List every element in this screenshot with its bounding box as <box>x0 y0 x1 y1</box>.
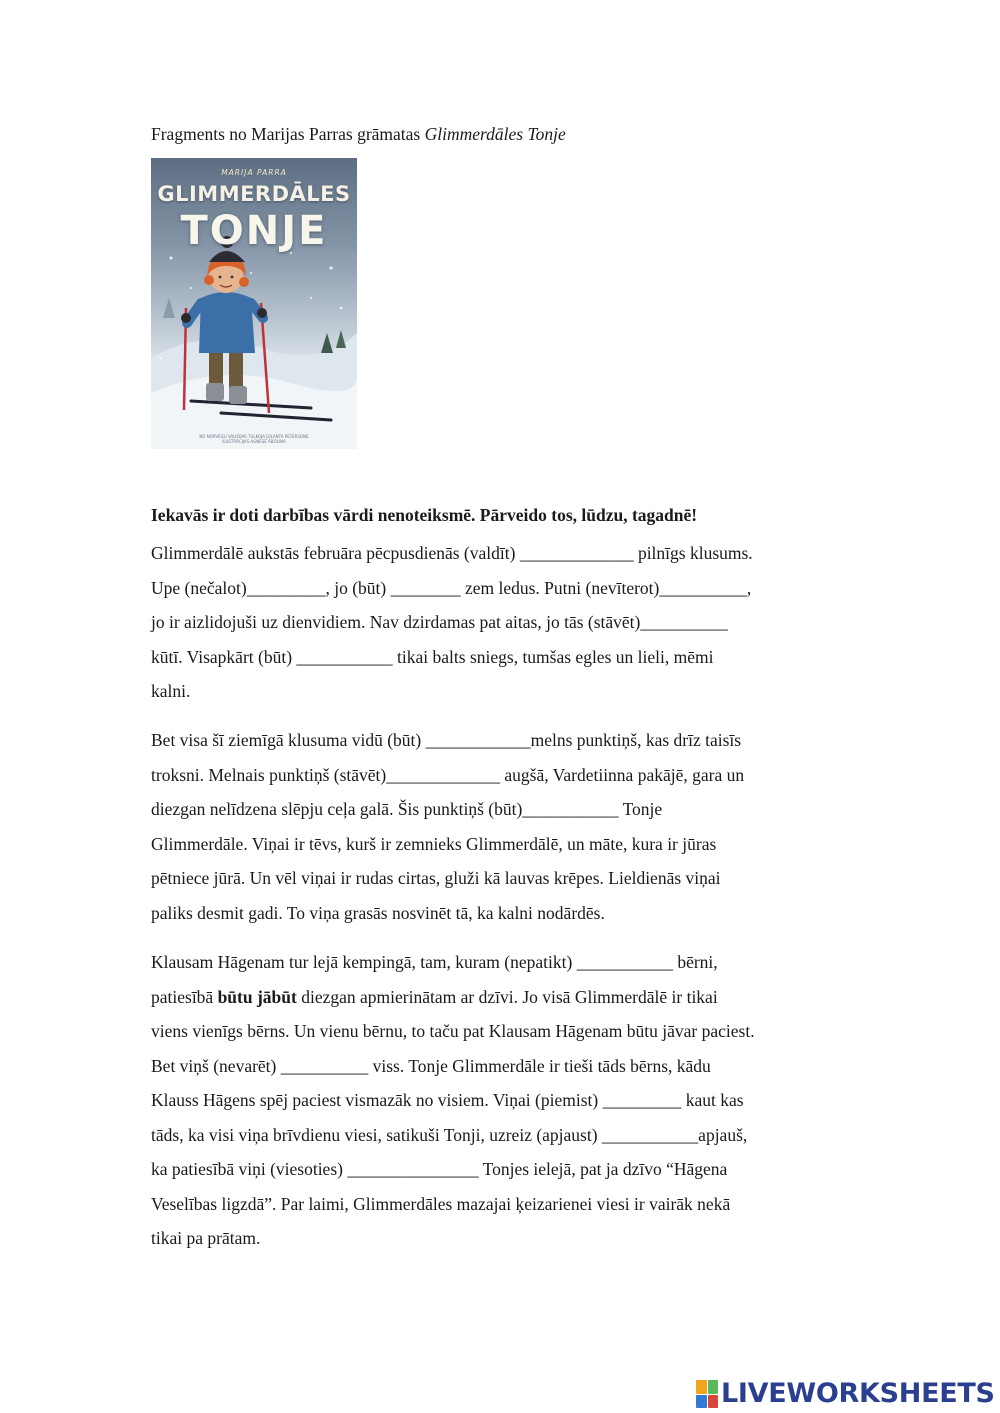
document-title <box>151 123 566 145</box>
book-title: Glimmerdāles Tonje <box>424 124 566 144</box>
cover-title-line1: GLIMMERDĀLES <box>157 182 351 206</box>
text-line: Klausam Hāgenam tur lejā kempingā, tam, kuram (nepatikt) ___________ bērni, <box>151 952 718 972</box>
logo-square <box>708 1395 719 1409</box>
text-line: Veselības ligzdā”. Par laimi, Glimmerdāles mazajai ķeizarienei viesi ir vairāk nekā <box>151 1193 731 1214</box>
paragraph-1 <box>151 536 871 709</box>
text-line: ka patiesībā viņi (viesoties) _______________ Tonjes ielejā, pat ja dzīvo “Hāgena <box>151 1159 728 1179</box>
logo-square <box>708 1380 719 1394</box>
paragraph-3 <box>151 945 871 1256</box>
text-line: Bet visa šī ziemīgā klusuma vidū (būt) ____________melns punktiņš, kas drīz taisīs <box>151 730 742 750</box>
text-line: tāds, ka visi viņa brīvdienu viesi, satikuši Tonji, uzreiz (apjaust) ___________apjauš, <box>151 1124 748 1145</box>
text-segment: diezgan apmierinātam ar dzīvi. Jo visā Glimmerdālē ir tikai <box>296 986 718 1007</box>
title-prefix: Fragments no Marijas Parras grāmatas <box>151 124 425 144</box>
book-cover-image <box>151 158 357 449</box>
text-line: paliks desmit gadi. To viņa grasās nosvinēt tā, ka kalni nodārdēs. <box>151 902 605 923</box>
cover-credits-line1: NO NORVĒĢU VALODAS TULKOJA JOLANTA PETERSONE <box>199 434 309 439</box>
bold-phrase: būtu jābūt <box>217 986 297 1007</box>
text-line: troksni. Melnais punktiņš (stāvēt)_____________ augšā, Vardetiinna pakājē, gara un <box>151 764 745 785</box>
liveworksheets-icon <box>696 1380 718 1408</box>
liveworksheets-logo <box>696 1379 995 1409</box>
cover-title-line2: TONJE <box>180 208 328 254</box>
brand-name: LIVEWORKSHEETS <box>721 1378 995 1409</box>
text-line: kūtī. Visapkārt (būt) ___________ tikai balts sniegs, tumšas egles un lieli, mēmi <box>151 646 714 667</box>
exercise-instruction: Iekavās ir doti darbības vārdi nenoteiksmē. Pārveido tos, lūdzu, tagadnē! <box>151 505 698 525</box>
text-line: jo ir aizlidojuši uz dienvidiem. Nav dzirdamas pat aitas, jo tās (stāvēt)__________ <box>151 612 728 632</box>
text-line: Upe (nečalot)_________, jo (būt) ________ zem ledus. Putni (nevīterot)__________, <box>151 577 752 598</box>
text-line: pētniece jūrā. Un vēl viņai ir rudas cirtas, gluži kā lauvas krēpes. Lieldienās viņai <box>151 868 721 888</box>
text-line: tikai pa prātam. <box>151 1228 261 1248</box>
text-line: diezgan nelīdzena slēpju ceļa galā. Šis punktiņš (būt)___________ Tonje <box>151 799 663 819</box>
text-line: Glimmerdālē aukstās februāra pēcpusdienās (valdīt) _____________ pilnīgs klusums. <box>151 543 753 563</box>
paragraph-2 <box>151 723 871 930</box>
cover-credits <box>151 434 357 444</box>
logo-square <box>696 1395 707 1409</box>
text-line: viens vienīgs bērns. Un vienu bērnu, to taču pat Klausam Hāgenam būtu jāvar paciest. <box>151 1021 755 1041</box>
text-line <box>151 980 871 1015</box>
text-line: Glimmerdāle. Viņai ir tēvs, kurš ir zemnieks Glimmerdālē, un māte, kura ir jūras <box>151 833 717 854</box>
text-line: Bet viņš (nevarēt) __________ viss. Tonje Glimmerdāle ir tieši tāds bērns, kādu <box>151 1055 711 1076</box>
text-line: Klauss Hāgens spēj paciest vismazāk no visiem. Viņai (piemist) _________ kaut kas <box>151 1090 744 1110</box>
text-segment: patiesībā <box>151 986 218 1007</box>
cover-credits-line2: ILUSTRĀCIJAS AGNESE ĀBOLINA <box>222 439 286 444</box>
cover-author: MARIJA PARRA <box>221 168 287 177</box>
logo-square <box>696 1380 707 1394</box>
text-line: kalni. <box>151 681 191 701</box>
